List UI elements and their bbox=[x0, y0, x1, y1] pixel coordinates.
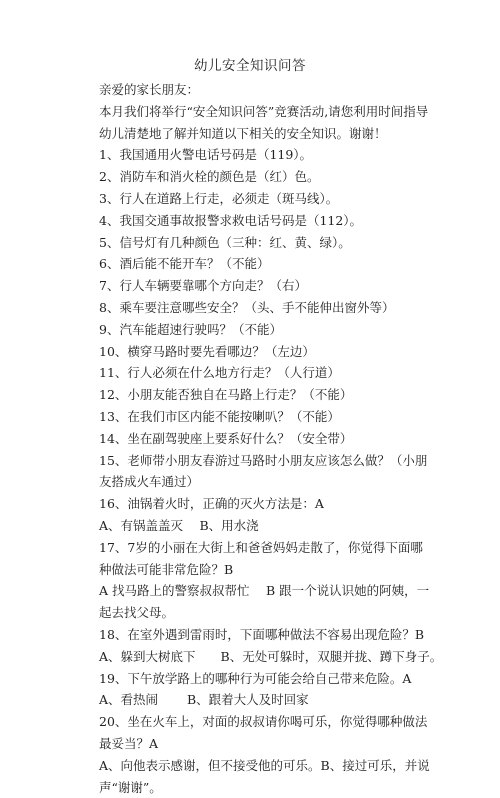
intro-paragraph: 本月我们将举行“安全知识问答”竞赛活动,请您利用时间指导幼儿清楚地了解并知道以下相关的安全知识。谢谢！ bbox=[99, 103, 429, 141]
question-14: 14、坐在副驾驶座上要系好什么？（安全带） bbox=[99, 430, 353, 446]
question-4: 4、我国交通事故报警求救电话号码是（112）。 bbox=[99, 212, 363, 228]
document-title: 幼儿安全知识问答 bbox=[194, 58, 306, 74]
document-body bbox=[77, 79, 443, 798]
question-17-options: A 找马路上的警察叔叔帮忙 B 跟一个说认识她的阿姨，一起去找父母。 bbox=[99, 583, 430, 621]
question-20-options: A、向他表示感谢，但不接受他的可乐。B、接过可乐，并说声“谢谢”。 bbox=[99, 757, 430, 795]
question-16: 16、油锅着火时，正确的灭火方法是：A bbox=[99, 496, 324, 512]
question-5: 5、信号灯有几种颜色（三种：红、黄、绿）。 bbox=[99, 234, 351, 250]
question-7: 7、行人车辆要靠哪个方向走？（右） bbox=[99, 278, 307, 294]
question-11: 11、行人必须在什么地方行走？（人行道） bbox=[99, 365, 340, 381]
question-1: 1、我国通用火警电话号码是（119）。 bbox=[99, 147, 313, 163]
question-17: 17、7岁的小丽在大街上和爸爸妈妈走散了，你觉得下面哪种做法可能非常危险？B bbox=[99, 539, 423, 577]
question-9: 9、汽车能超速行驶吗？（不能） bbox=[99, 321, 282, 337]
question-13: 13、在我们市区内能不能按喇叭？（不能） bbox=[99, 408, 340, 424]
question-6: 6、酒后能不能开车？（不能） bbox=[99, 256, 270, 272]
greeting: 亲爱的家长朋友： bbox=[99, 82, 200, 97]
question-10: 10、横穿马路时要先看哪边？（左边） bbox=[99, 343, 315, 359]
question-19: 19、下午放学路上的哪种行为可能会给自己带来危险。A bbox=[99, 670, 412, 686]
question-16-options: A、有锅盖盖灭 B、用水浇 bbox=[99, 517, 259, 533]
question-12: 12、小朋友能否独自在马路上行走？（不能） bbox=[99, 387, 353, 403]
question-18-options: A、躲到大树底下 B、无处可躲时，双腿并拢、蹲下身子。 bbox=[99, 648, 443, 664]
question-19-options: A、看热闹 B、跟着大人及时回家 bbox=[99, 692, 309, 708]
question-18: 18、在室外遇到雷雨时，下面哪种做法不容易出现危险？B bbox=[99, 626, 425, 642]
question-2: 2、消防车和消火栓的颜色是（红）色。 bbox=[99, 169, 320, 185]
question-20: 20、坐在火车上，对面的叔叔请你喝可乐，你觉得哪种做法最妥当？A bbox=[99, 714, 428, 751]
question-15: 15、老师带小朋友春游过马路时小朋友应该怎么做？（小朋友搭成火车通过） bbox=[99, 452, 428, 490]
question-8: 8、乘车要注意哪些安全？（头、手不能伸出窗外等） bbox=[99, 299, 395, 315]
question-3: 3、行人在道路上行走，必须走（斑马线）。 bbox=[99, 190, 339, 206]
